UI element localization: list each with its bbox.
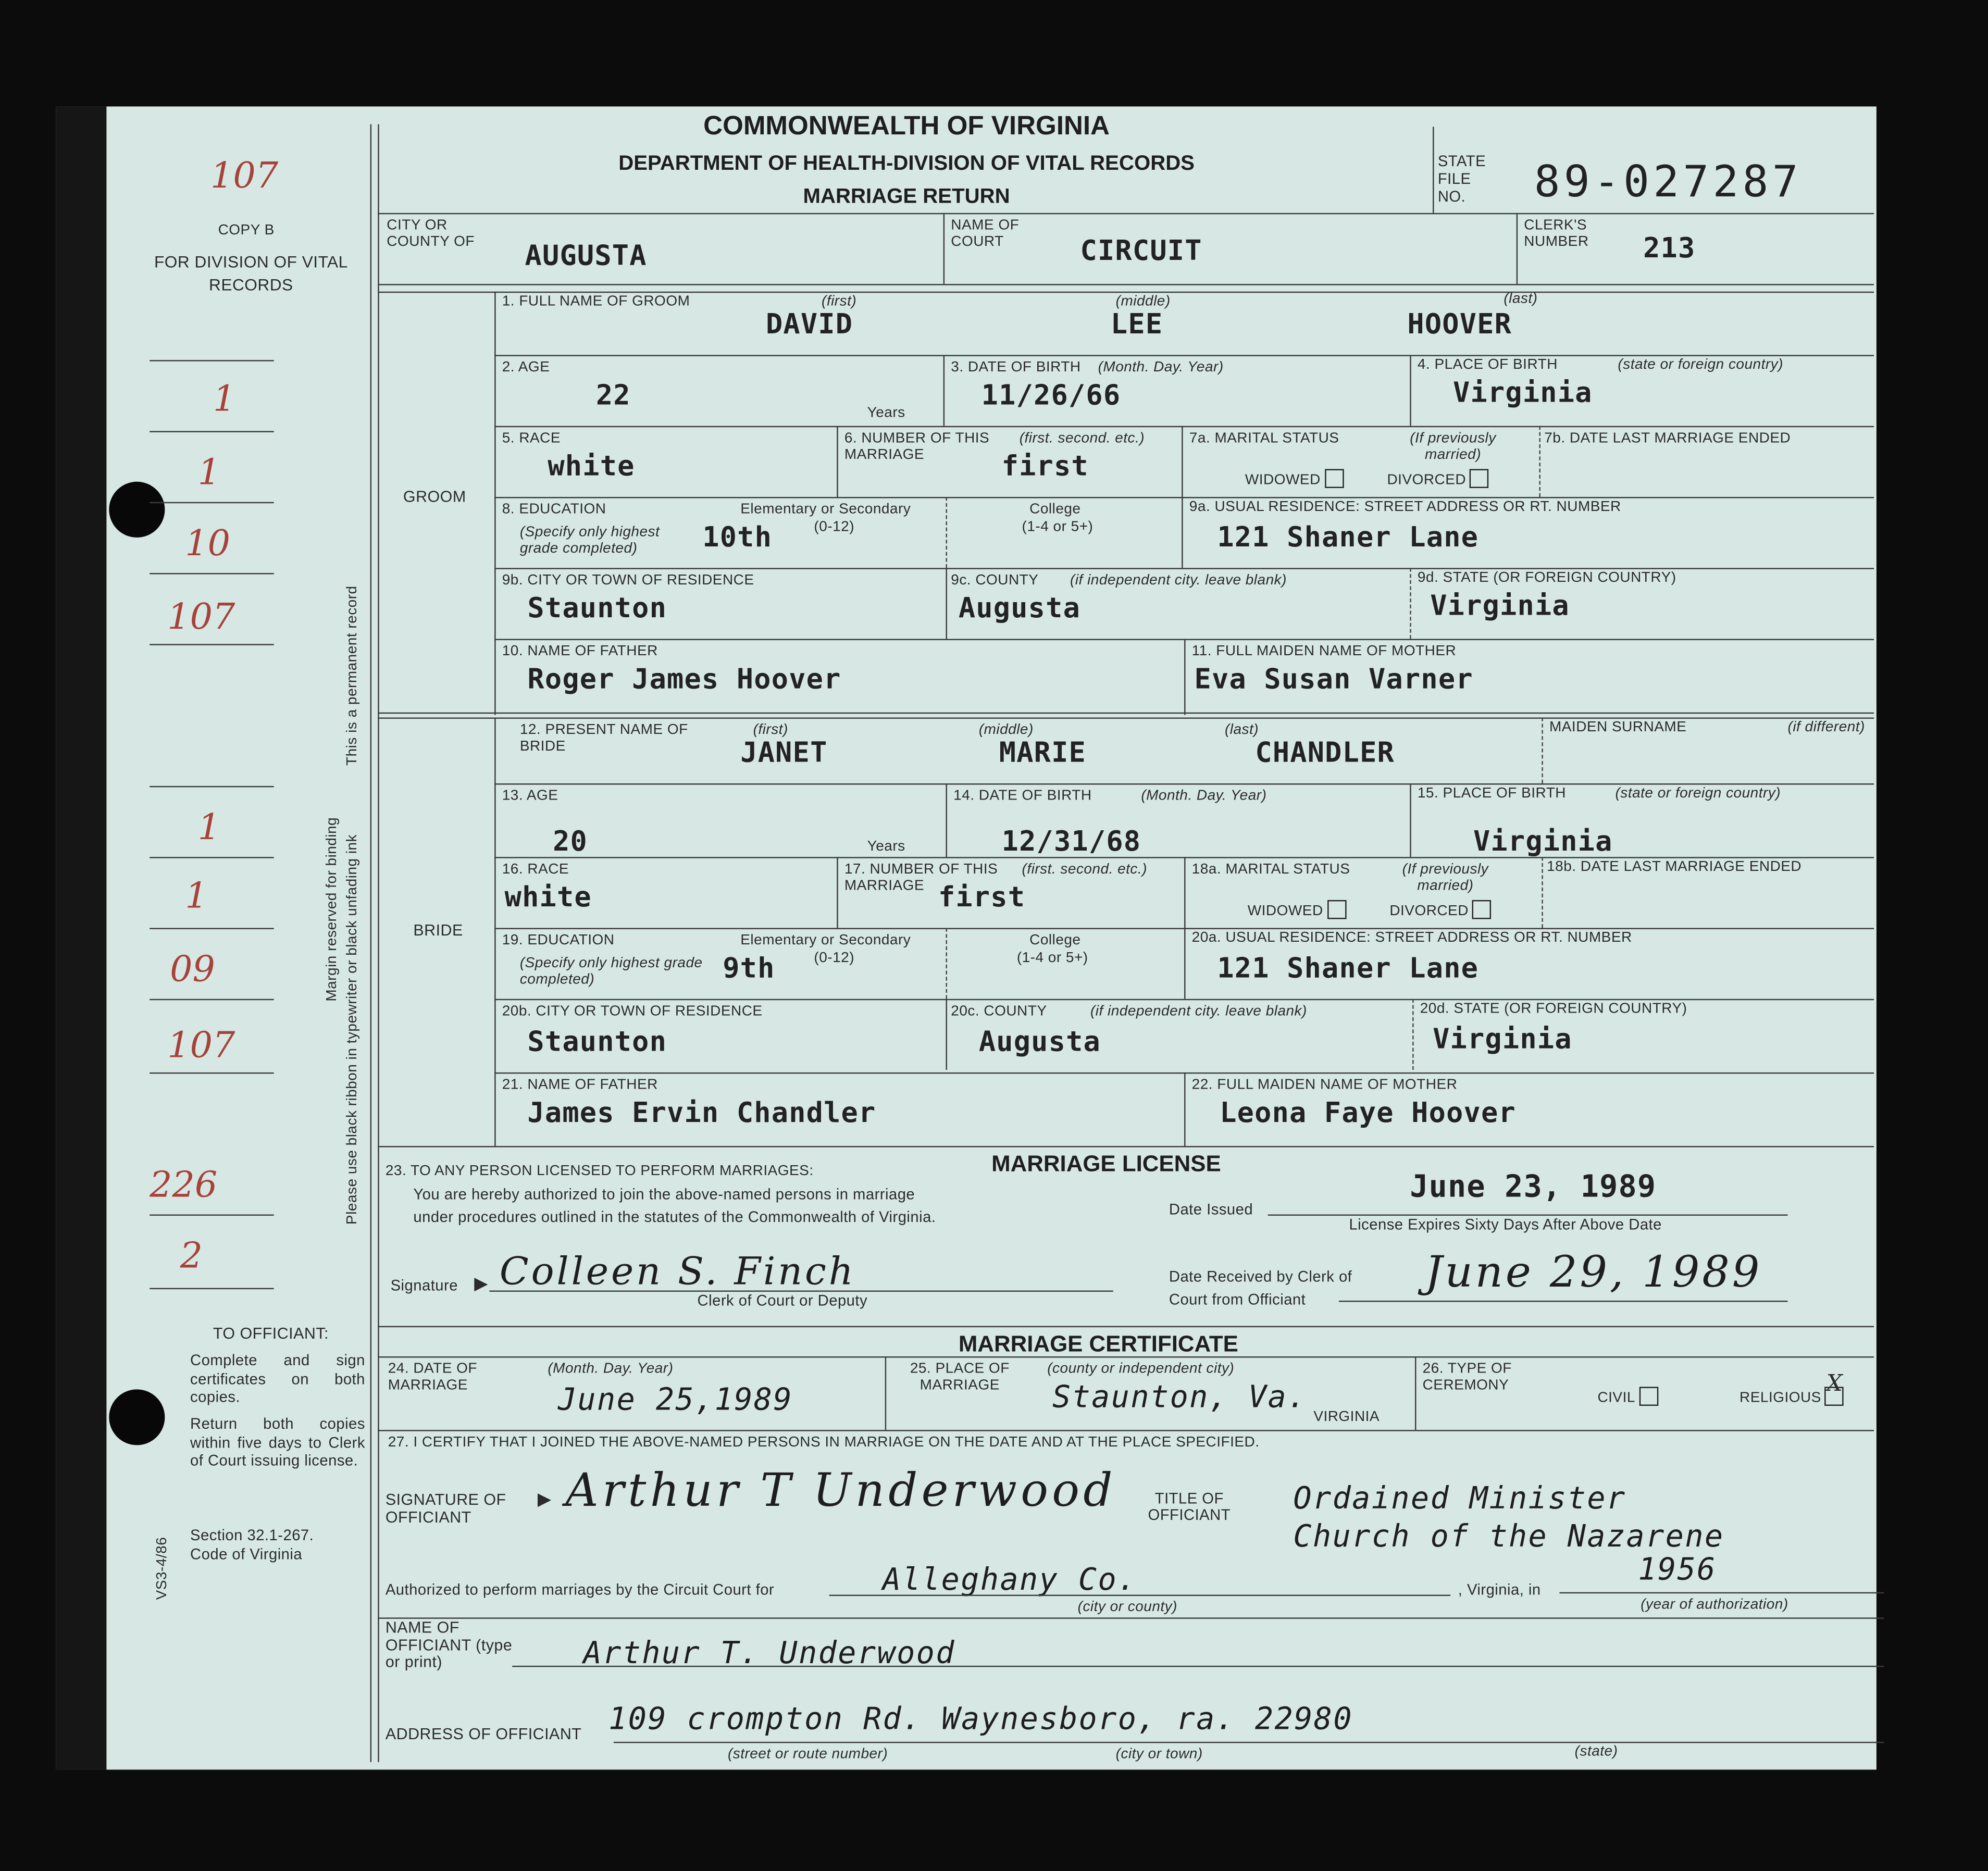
to-officiant-note: Complete and sign certificates on both copies. bbox=[190, 1351, 365, 1406]
date-caption: (Month. Day. Year) bbox=[548, 1361, 674, 1377]
state-file-number: 89-027287 bbox=[1534, 157, 1802, 208]
bride-middle-name: MARIE bbox=[999, 738, 1087, 770]
groom-mother-label: 11. FULL MAIDEN NAME OF MOTHER bbox=[1191, 644, 1457, 659]
to-officiant-title: TO OFFICIANT: bbox=[213, 1325, 329, 1343]
middle-caption: (middle) bbox=[1115, 294, 1171, 309]
groom-marital-label: 7a. MARITAL STATUS bbox=[1189, 431, 1339, 446]
middle-caption: (middle) bbox=[978, 722, 1034, 738]
authorization-year: 1956 bbox=[1638, 1551, 1717, 1587]
court-name-value: CIRCUIT bbox=[1080, 235, 1202, 268]
bride-dob-label: 14. DATE OF BIRTH bbox=[953, 788, 1092, 804]
bride-number-label: 17. NUMBER OF THIS MARRIAGE bbox=[844, 862, 998, 894]
bride-last-ended-label: 18b. DATE LAST MARRIAGE ENDED bbox=[1547, 859, 1802, 875]
college-range: (1-4 or 5+) bbox=[1016, 951, 1088, 966]
city-county-caption: (city or county) bbox=[1077, 1600, 1177, 1615]
groom-state-label: 9d. STATE (OR FOREIGN COUNTRY) bbox=[1417, 570, 1676, 586]
bride-section-label: BRIDE bbox=[413, 921, 463, 940]
bride-last-name: CHANDLER bbox=[1255, 738, 1395, 770]
place-state: VIRGINIA bbox=[1313, 1410, 1380, 1425]
street-caption: (street or route number) bbox=[727, 1747, 888, 1762]
education-caption: (Specify only highest grade completed) bbox=[519, 956, 703, 988]
bride-education: 9th bbox=[723, 953, 775, 985]
date-received-label: Date Received by Clerk of Court from Officiant bbox=[1169, 1267, 1352, 1308]
pob-caption: (state or foreign country) bbox=[1618, 357, 1783, 373]
groom-age-label: 2. AGE bbox=[502, 360, 550, 376]
first-caption: (first) bbox=[822, 294, 857, 309]
bride-divorced-checkbox[interactable]: DIVORCED bbox=[1389, 900, 1491, 920]
bride-street: 121 Shaner Lane bbox=[1217, 953, 1479, 985]
bride-age: 20 bbox=[553, 826, 588, 858]
bride-county-label: 20c. COUNTY bbox=[951, 1004, 1047, 1019]
bride-city: Staunton bbox=[527, 1027, 667, 1059]
college-caption: College bbox=[1029, 502, 1081, 517]
groom-dob: 11/26/66 bbox=[981, 380, 1121, 412]
bride-pob-label: 15. PLACE OF BIRTH bbox=[1417, 785, 1566, 802]
bride-first-name: JANET bbox=[740, 738, 828, 770]
college-caption: College bbox=[1029, 933, 1081, 949]
city-county-value: AUGUSTA bbox=[525, 241, 647, 273]
punch-hole-bottom bbox=[109, 1389, 165, 1445]
groom-number-label: 6. NUMBER OF THIS MARRIAGE bbox=[844, 431, 990, 463]
groom-section-label: GROOM bbox=[403, 488, 466, 506]
bride-education-label: 19. EDUCATION bbox=[502, 933, 615, 949]
marriage-date: June 25,1989 bbox=[557, 1381, 793, 1417]
binding-note: Margin reserved for binding bbox=[325, 817, 340, 1002]
years-caption: Years bbox=[867, 405, 905, 421]
groom-marriage-number: first bbox=[1001, 451, 1089, 483]
officiant-title-label: TITLE OF OFFICIANT bbox=[1148, 1489, 1231, 1524]
elementary-range: (0-12) bbox=[814, 951, 855, 966]
marriage-date-label: 24. DATE OF MARRIAGE bbox=[388, 1361, 477, 1393]
license-to-label: 23. TO ANY PERSON LICENSED TO PERFORM MARRIAGES: bbox=[385, 1164, 814, 1179]
ink-note: Please use black ribbon in typewriter or black unfading ink bbox=[344, 834, 361, 1225]
certificate-title: MARRIAGE CERTIFICATE bbox=[958, 1331, 1238, 1357]
license-expires-note: License Expires Sixty Days After Above Date bbox=[1349, 1215, 1662, 1233]
to-officiant-note: Return both copies within five days to Clerk of Court issuing license. bbox=[190, 1415, 365, 1469]
civil-checkbox[interactable]: CIVIL bbox=[1597, 1387, 1658, 1407]
religious-checkbox[interactable]: RELIGIOUS X bbox=[1740, 1387, 1844, 1407]
pob-caption: (state or foreign country) bbox=[1615, 785, 1781, 802]
bride-state-label: 20d. STATE (OR FOREIGN COUNTRY) bbox=[1420, 1001, 1687, 1017]
bride-marital-label: 18a. MARITAL STATUS bbox=[1191, 862, 1350, 878]
punch-hole-top bbox=[109, 482, 165, 538]
signature-label: Signature bbox=[390, 1276, 458, 1294]
ceremony-type-label: 26. TYPE OF CEREMONY bbox=[1422, 1361, 1512, 1393]
first-caption: (first) bbox=[753, 722, 788, 738]
city-caption: (city or town) bbox=[1115, 1747, 1203, 1762]
binding-strip bbox=[56, 106, 106, 1769]
form-department: DEPARTMENT OF HEALTH-DIVISION OF VITAL RECORDS bbox=[618, 152, 1195, 175]
religious-check-mark: X bbox=[1826, 1370, 1843, 1397]
groom-last-name: HOOVER bbox=[1407, 309, 1512, 341]
maiden-surname-label: MAIDEN SURNAME bbox=[1549, 720, 1687, 735]
virginia-in-label: , Virginia, in bbox=[1458, 1580, 1541, 1599]
groom-county: Augusta bbox=[958, 593, 1081, 625]
certify-statement: 27. I CERTIFY THAT I JOINED THE ABOVE-NAMED PERSONS IN MARRIAGE ON THE DATE AND AT THE PLACE SPECIFIED. bbox=[388, 1435, 1260, 1451]
groom-father-label: 10. NAME OF FATHER bbox=[502, 644, 658, 659]
year-caption: (year of authorization) bbox=[1641, 1597, 1788, 1613]
groom-street: 121 Shaner Lane bbox=[1217, 522, 1479, 554]
state-file-label: STATE FILE NO. bbox=[1437, 152, 1486, 206]
date-issued: June 23, 1989 bbox=[1410, 1168, 1657, 1205]
permanent-note: This is a permanent record bbox=[344, 585, 361, 766]
groom-city-label: 9b. CITY OR TOWN OF RESIDENCE bbox=[502, 573, 754, 589]
county-caption: (if independent city. leave blank) bbox=[1070, 573, 1287, 589]
groom-middle-name: LEE bbox=[1110, 309, 1163, 341]
last-caption: (last) bbox=[1224, 722, 1259, 738]
groom-father: Roger James Hoover bbox=[527, 664, 841, 696]
bride-county: Augusta bbox=[978, 1027, 1101, 1059]
groom-race-label: 5. RACE bbox=[502, 431, 561, 446]
officiant-name-label: NAME OF OFFICIANT (type or print) bbox=[385, 1618, 513, 1671]
margin-code: 1 bbox=[213, 378, 236, 420]
dob-caption: (Month. Day. Year) bbox=[1141, 788, 1267, 804]
groom-pob-label: 4. PLACE OF BIRTH bbox=[1417, 357, 1558, 373]
officiant-signature: Arthur T Underwood bbox=[565, 1465, 1116, 1518]
margin-code: 1 bbox=[185, 875, 208, 917]
officiant-name: Arthur T. Underwood bbox=[583, 1635, 955, 1671]
form-title: COMMONWEALTH OF VIRGINIA bbox=[703, 111, 1110, 141]
groom-dob-label: 3. DATE OF BIRTH bbox=[951, 360, 1081, 376]
years-caption: Years bbox=[867, 839, 905, 855]
margin-code: 226 bbox=[150, 1164, 218, 1206]
bride-mother-label: 22. FULL MAIDEN NAME OF MOTHER bbox=[1191, 1077, 1458, 1093]
margin-code: 1 bbox=[197, 806, 221, 849]
groom-state: Virginia bbox=[1430, 591, 1570, 622]
bride-age-label: 13. AGE bbox=[502, 788, 558, 804]
section-note: Section 32.1-267. Code of Virginia bbox=[190, 1526, 314, 1563]
bride-father-label: 21. NAME OF FATHER bbox=[502, 1077, 658, 1093]
signature-arrow-icon: ▶ bbox=[474, 1273, 488, 1293]
court-name-label: NAME OF COURT bbox=[951, 218, 1020, 250]
groom-education: 10th bbox=[702, 522, 773, 554]
copy-sub: FOR DIVISION OF VITAL RECORDS bbox=[154, 252, 348, 294]
margin-code: 09 bbox=[170, 948, 215, 990]
bride-street-label: 20a. USUAL RESIDENCE: STREET ADDRESS OR RT. NUMBER bbox=[1191, 930, 1632, 946]
margin-code: 107 bbox=[167, 595, 235, 638]
date-issued-label: Date Issued bbox=[1169, 1200, 1253, 1218]
signature-arrow-icon: ▶ bbox=[537, 1488, 552, 1509]
bride-mother: Leona Faye Hoover bbox=[1220, 1097, 1516, 1130]
margin-code: 107 bbox=[210, 154, 279, 197]
marital-caption: (If previously married) bbox=[1402, 862, 1489, 894]
city-county-label: CITY OR COUNTY OF bbox=[387, 218, 475, 250]
groom-city: Staunton bbox=[527, 593, 667, 625]
copy-label: COPY B bbox=[218, 223, 275, 239]
groom-pob: Virginia bbox=[1453, 378, 1593, 410]
college-range: (1-4 or 5+) bbox=[1022, 519, 1094, 535]
elementary-caption: Elementary or Secondary bbox=[740, 502, 911, 517]
groom-first-name: DAVID bbox=[765, 309, 853, 341]
license-text: You are hereby authorized to join the above-named persons in marriage bbox=[413, 1185, 915, 1203]
groom-age: 22 bbox=[595, 380, 631, 412]
place-caption: (county or independent city) bbox=[1047, 1361, 1235, 1377]
officiant-address-label: ADDRESS OF OFFICIANT bbox=[385, 1725, 582, 1743]
bride-widowed-checkbox[interactable]: WIDOWED bbox=[1248, 900, 1346, 920]
dob-caption: (Month. Day. Year) bbox=[1098, 360, 1224, 376]
bride-father: James Ervin Chandler bbox=[527, 1097, 876, 1130]
groom-street-label: 9a. USUAL RESIDENCE: STREET ADDRESS OR RT. NUMBER bbox=[1189, 499, 1621, 515]
elementary-caption: Elementary or Secondary bbox=[740, 933, 911, 949]
license-title: MARRIAGE LICENSE bbox=[991, 1151, 1221, 1177]
bride-race: white bbox=[504, 882, 592, 914]
officiant-address: 109 crompton Rd. Waynesboro, ra. 22980 bbox=[608, 1701, 1353, 1737]
number-caption: (first. second. etc.) bbox=[1022, 862, 1148, 878]
clerk-signature: Colleen S. Finch bbox=[499, 1250, 856, 1294]
number-caption: (first. second. etc.) bbox=[1019, 431, 1145, 446]
maiden-caption: (if different) bbox=[1787, 720, 1865, 735]
date-received: June 29, 1989 bbox=[1425, 1247, 1762, 1299]
form-name: MARRIAGE RETURN bbox=[803, 185, 1010, 208]
clerk-caption: Clerk of Court or Deputy bbox=[697, 1291, 868, 1310]
bride-name-label: 12. PRESENT NAME OF BRIDE bbox=[519, 722, 688, 755]
last-caption: (last) bbox=[1504, 291, 1538, 307]
groom-county-label: 9c. COUNTY bbox=[951, 573, 1039, 589]
clerk-number-value: 213 bbox=[1643, 233, 1696, 265]
groom-name-label: 1. FULL NAME OF GROOM bbox=[502, 294, 690, 309]
bride-dob: 12/31/68 bbox=[1001, 826, 1141, 858]
groom-divorced-checkbox[interactable]: DIVORCED bbox=[1387, 469, 1488, 489]
groom-last-ended-label: 7b. DATE LAST MARRIAGE ENDED bbox=[1544, 431, 1791, 446]
margin-code: 10 bbox=[185, 522, 231, 564]
officiant-signature-label: SIGNATURE OF OFFICIANT bbox=[385, 1491, 506, 1527]
elementary-range: (0-12) bbox=[814, 519, 855, 535]
marriage-place: Staunton, Va. bbox=[1052, 1379, 1307, 1415]
marital-caption: (If previously married) bbox=[1410, 431, 1496, 463]
bride-state: Virginia bbox=[1433, 1024, 1572, 1056]
state-caption: (state) bbox=[1574, 1744, 1618, 1760]
groom-race: white bbox=[548, 451, 635, 483]
bride-race-label: 16. RACE bbox=[502, 862, 569, 878]
groom-widowed-checkbox[interactable]: WIDOWED bbox=[1245, 469, 1344, 489]
officiant-title-line1: Ordained Minister bbox=[1293, 1480, 1626, 1516]
clerk-number-label: CLERK'S NUMBER bbox=[1524, 218, 1589, 250]
margin-code: 2 bbox=[180, 1234, 203, 1277]
margin-code: 1 bbox=[197, 451, 221, 493]
marriage-place-label: 25. PLACE OF MARRIAGE bbox=[910, 1361, 1010, 1393]
form-code: VS3-4/86 bbox=[154, 1537, 170, 1600]
license-text: under procedures outlined in the statutes of the Commonwealth of Virginia. bbox=[413, 1208, 936, 1226]
authorized-label: Authorized to perform marriages by the Circuit Court for bbox=[385, 1580, 775, 1599]
county-caption: (if independent city. leave blank) bbox=[1090, 1004, 1307, 1019]
bride-pob: Virginia bbox=[1473, 826, 1613, 858]
groom-mother: Eva Susan Varner bbox=[1194, 664, 1473, 696]
margin-code: 107 bbox=[167, 1024, 235, 1066]
education-caption: (Specify only highest grade completed) bbox=[519, 525, 660, 557]
officiant-title-line2: Church of the Nazarene bbox=[1293, 1518, 1724, 1554]
bride-city-label: 20b. CITY OR TOWN OF RESIDENCE bbox=[502, 1004, 763, 1019]
authorized-court: Alleghany Co. bbox=[882, 1562, 1137, 1598]
groom-education-label: 8. EDUCATION bbox=[502, 502, 606, 517]
bride-marriage-number: first bbox=[938, 882, 1026, 914]
